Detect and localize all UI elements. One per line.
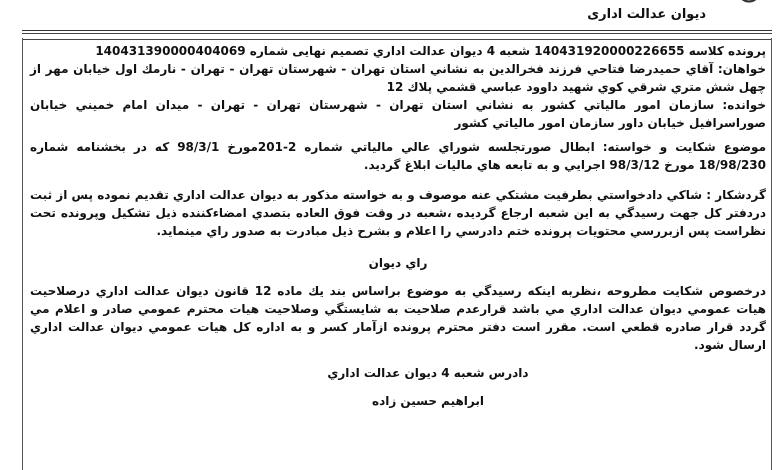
verdict-text: درخصوص شكایت مطروحه ،نظربه اینكه رسیدگي به موضوع براساس بند یك ماده 12 قانون دیوان عدالت اداري درصلاحیت هیات عمومي دیوان عدالت اداري مي باشد قرارعدم صلاحیت به شایستگي وصلاحیت هیات محترم عمومي صادر و اعلام مي گردد قرار صادره قطعي است. مقرر است دفتر محترم پرونده ازآمار كسر و به اداره كل هیات عمومي دیوان عدالت اداري ارسال شود. (30, 284, 766, 352)
header-title: دیوان عدالت اداری (587, 7, 706, 22)
summary: گردشكار : شاكي دادخواستي بطرفیت مشتكي عنه موصوف و به خواسته مذكور به دیوان عدالت اداري تقدیم نموده پس از ثبت دردفتر كل جهت رسیدگي به این شعبه ارجاع گردیده ،شعبه در وقت فوق العاده بتصدي امضاءكننده ذیل تشكیل وپرونده تحت نظراست پس ازبررسي محتویات پرونده ختم دادرسي را اعلام و بشرح ذیل مبادرت به صدور راي مینماید. (30, 188, 766, 238)
header-divider (22, 30, 772, 31)
defendant: خوانده: سازمان امور مالیاتي كشور به نشاني استان تهران - شهرستان تهران - تهران - میدان امام خمیني خیابان صوراسرافیل خیابان داور سازمان امور مالیاتي كشور (30, 98, 766, 130)
signature-title: دادرس شعبه 4 دیوان عدالت اداري (327, 366, 529, 380)
document-page (22, 0, 772, 470)
document-body (30, 42, 766, 410)
emblem-icon (732, 0, 766, 10)
signature-name: ابراهیم حسین زاده (371, 394, 484, 408)
case-line: پرونده کلاسه 140431920000226655 شعبه 4 دیوان عدالت اداري تصمیم نهایی شماره 140431390000404069 (95, 44, 766, 58)
subject: موضوع شكایت و خواسته: ابطال صورتجلسه شوراي عالي مالیاتي شماره 2-201مورخ 98/3/1 كه در بخشنامه شماره 18/98/230 مورخ 98/3/12 اجرایي و به تابعه هاي مالیات ابلاغ گردید. (30, 140, 767, 172)
plaintiff: خواهان: آقاي حمیدرضا فتاحي فرزند فخرالدین به نشاني استان تهران - شهرستان تهران - تهران - نارمك اول خیابان مهر از چهل شش متري شرقي كوي شهید داوود عباسي قشمي پلاك 12 (30, 62, 766, 94)
verdict-title: راي دیوان (368, 256, 428, 270)
